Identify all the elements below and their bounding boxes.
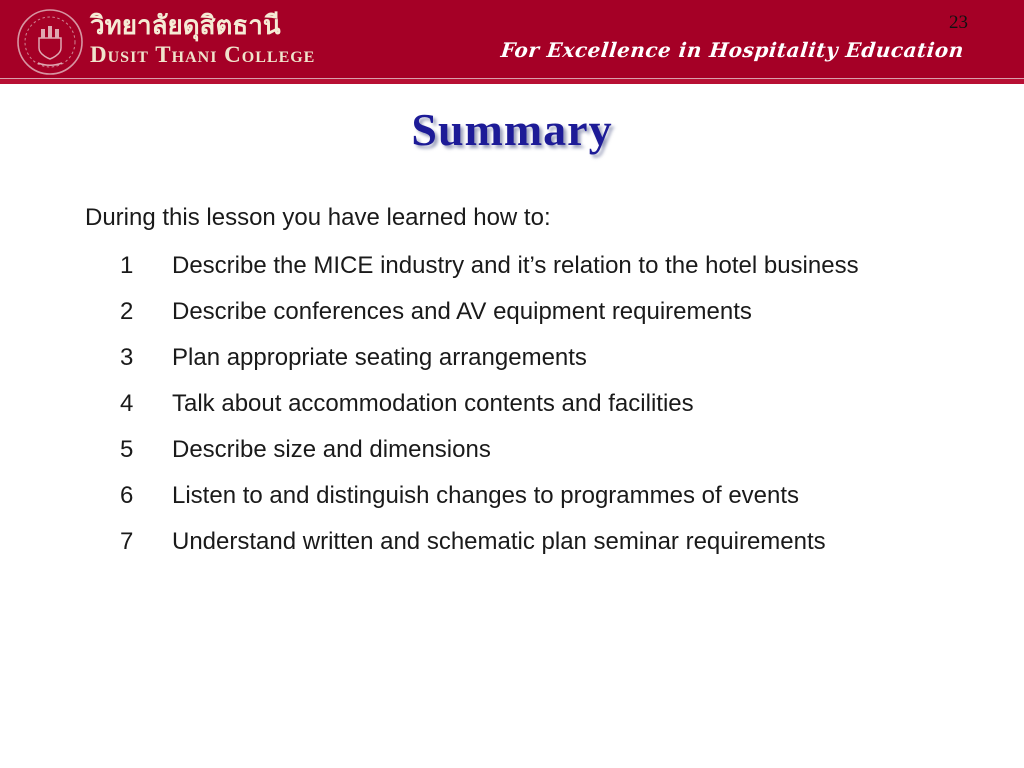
learning-point-row <box>85 482 984 510</box>
learning-point-number: 7 <box>120 528 134 555</box>
learning-point-number: 3 <box>120 344 134 371</box>
learning-point-text: Describe size and dimensions <box>172 436 491 463</box>
slide-header-banner <box>0 0 1024 78</box>
learning-point-text: Describe conferences and AV equipment requirements <box>172 298 752 325</box>
intro-text: During this lesson you have learned how to: <box>85 204 551 231</box>
learning-point-number: 1 <box>120 252 134 279</box>
learning-point-number: 4 <box>120 390 134 417</box>
college-tagline: For Excellence in Hospitality Education <box>499 38 966 62</box>
learning-point-row <box>85 252 984 280</box>
learning-point-text: Plan appropriate seating arrangements <box>172 344 587 371</box>
learning-point-row <box>85 344 984 372</box>
learning-point-number: 2 <box>120 298 134 325</box>
learning-point-row <box>85 528 984 556</box>
page-number: 23 <box>949 12 968 33</box>
learning-point-text: Understand written and schematic plan seminar requirements <box>172 528 826 555</box>
learning-point-row <box>85 436 984 464</box>
learning-point-number: 6 <box>120 482 134 509</box>
slide-body <box>85 204 984 556</box>
college-name-block <box>90 10 315 68</box>
learning-point-text: Talk about accommodation contents and facilities <box>172 390 694 417</box>
learning-point-row <box>85 298 984 326</box>
header-accent-stripe <box>0 79 1024 84</box>
learning-point-row <box>85 390 984 418</box>
college-seal-icon <box>15 5 85 77</box>
learning-point-text: Describe the MICE industry and it’s relation to the hotel business <box>172 252 859 279</box>
learning-point-number: 5 <box>120 436 134 463</box>
college-seal-logo <box>15 5 85 82</box>
college-name-english: Dusit Thani College <box>90 42 316 67</box>
learning-points-list <box>85 252 984 556</box>
slide-title: Summary <box>411 104 613 155</box>
learning-point-text: Listen to and distinguish changes to programmes of events <box>172 482 800 509</box>
college-name-thai: วิทยาลัยดุสิตธานี <box>90 11 281 41</box>
